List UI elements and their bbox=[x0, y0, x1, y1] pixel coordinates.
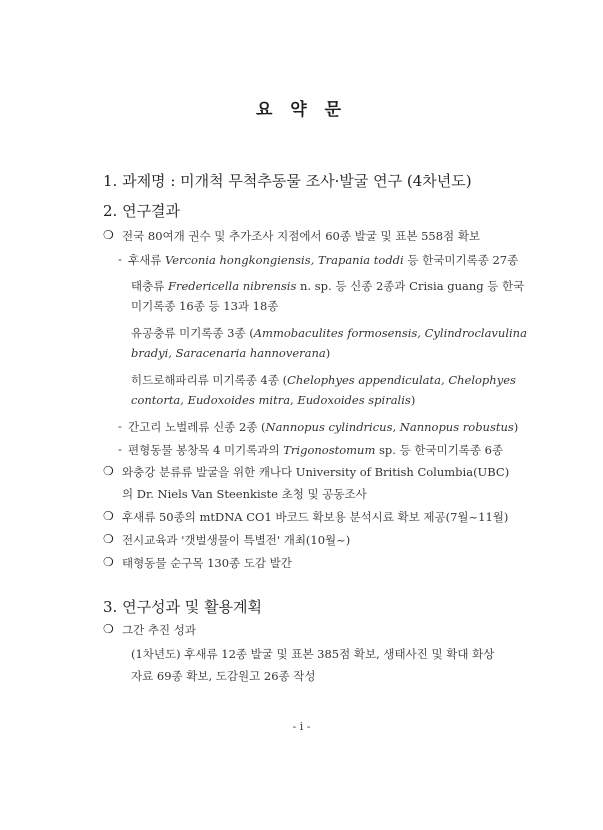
bullet-icon: ❍ bbox=[103, 622, 114, 636]
summary-title: 요 약 문 bbox=[255, 100, 348, 120]
species-names: Chelophyes appendiculata, Chelophyes bbox=[287, 373, 516, 387]
text-part: ) bbox=[325, 346, 331, 360]
species-names: Fredericella nibrensis bbox=[167, 279, 297, 293]
result-mtdna-line: 후새류 50종의 mtDNA CO1 바코드 확보용 분석시료 확보 제공(7월~11월) bbox=[122, 510, 509, 524]
outcome-progress-label: 그간 추진 성과 bbox=[122, 623, 196, 637]
result-copepod-line bbox=[128, 419, 518, 435]
outcome-year1-line-2: 자료 69종 확보, 도감원고 26종 작성 bbox=[131, 669, 316, 683]
text-part: ) bbox=[410, 393, 416, 407]
text-part: 편형동물 봉창목 4 미기록과의 bbox=[128, 443, 284, 457]
result-hydromedusae-line-2 bbox=[131, 393, 415, 407]
species-names: Ammobaculites formosensis, Cylindroclavulina bbox=[253, 326, 527, 340]
result-survey-line: 전국 80여개 권수 및 추가조사 지점에서 60종 발굴 및 표본 558점 확보 bbox=[122, 229, 481, 243]
result-field-guide-line: 태형동물 순구목 130종 도감 발간 bbox=[122, 556, 292, 570]
section-project-name: 1. 과제명 : 미개척 무척추동물 조사·발굴 연구 (4차년도) bbox=[103, 172, 472, 190]
text-part: 태충류 bbox=[131, 279, 168, 293]
result-foraminifera-line-2 bbox=[131, 346, 330, 360]
result-bryozoa-line-1 bbox=[131, 278, 524, 294]
result-ubc-line-2: 의 Dr. Niels Van Steenkiste 초청 및 공동조사 bbox=[122, 487, 367, 501]
text-part: ) bbox=[513, 420, 519, 434]
section-results-heading: 2. 연구결과 bbox=[103, 202, 181, 220]
dash-icon: - bbox=[118, 419, 122, 433]
bullet-icon: ❍ bbox=[103, 228, 114, 242]
outcome-year1-line-1: (1차년도) 후새류 12종 발굴 및 표본 385점 확보, 생태사진 및 확대 화상 bbox=[131, 647, 495, 661]
result-ubc-line-1: 와충강 분류류 발굴을 위한 캐나다 University of British Columbia(UBC) bbox=[122, 465, 510, 479]
section-outcomes-heading: 3. 연구성과 및 활용계획 bbox=[103, 598, 263, 616]
text-part: 히드로해파리류 미기록종 4종 ( bbox=[131, 373, 288, 387]
species-names: bradyi, Saracenaria hannoverana bbox=[131, 346, 326, 360]
result-foraminifera-line-1 bbox=[131, 325, 527, 341]
text-part: 간고리 노벌레류 신종 2종 ( bbox=[128, 420, 266, 434]
dash-icon: - bbox=[118, 442, 122, 456]
genus-name: Trigonostomum bbox=[283, 443, 376, 457]
result-flatworm-line bbox=[128, 442, 503, 458]
bullet-icon: ❍ bbox=[103, 532, 114, 546]
bullet-icon: ❍ bbox=[103, 464, 114, 478]
result-exhibition-line: 전시교육과 '갯벌생물이 특별전' 개최(10월~) bbox=[122, 533, 351, 547]
text-part: 유공충류 미기록종 3종 ( bbox=[131, 326, 254, 340]
text-part: 등 한국미기록종 27종 bbox=[403, 253, 519, 267]
page-number: - i - bbox=[292, 720, 311, 733]
text-part: 후새류 bbox=[128, 253, 165, 267]
result-hydromedusae-line-1 bbox=[131, 372, 516, 388]
bullet-icon: ❍ bbox=[103, 555, 114, 569]
dash-icon: - bbox=[118, 252, 122, 266]
species-names: contorta, Eudoxoides mitra, Eudoxoides spiralis bbox=[131, 393, 411, 407]
bullet-icon: ❍ bbox=[103, 509, 114, 523]
text-part: n. sp. 등 신종 2종과 Crisia guang 등 한국 bbox=[296, 279, 525, 293]
species-names: Verconia hongkongiensis, Trapania toddi bbox=[164, 253, 404, 267]
result-opisthobranch-line bbox=[128, 252, 518, 268]
species-names: Nannopus cylindricus, Nannopus robustus bbox=[265, 420, 514, 434]
text-part: sp. 등 한국미기록종 6종 bbox=[375, 443, 504, 457]
result-bryozoa-line-2: 미기록종 16종 등 13과 18종 bbox=[131, 299, 279, 313]
